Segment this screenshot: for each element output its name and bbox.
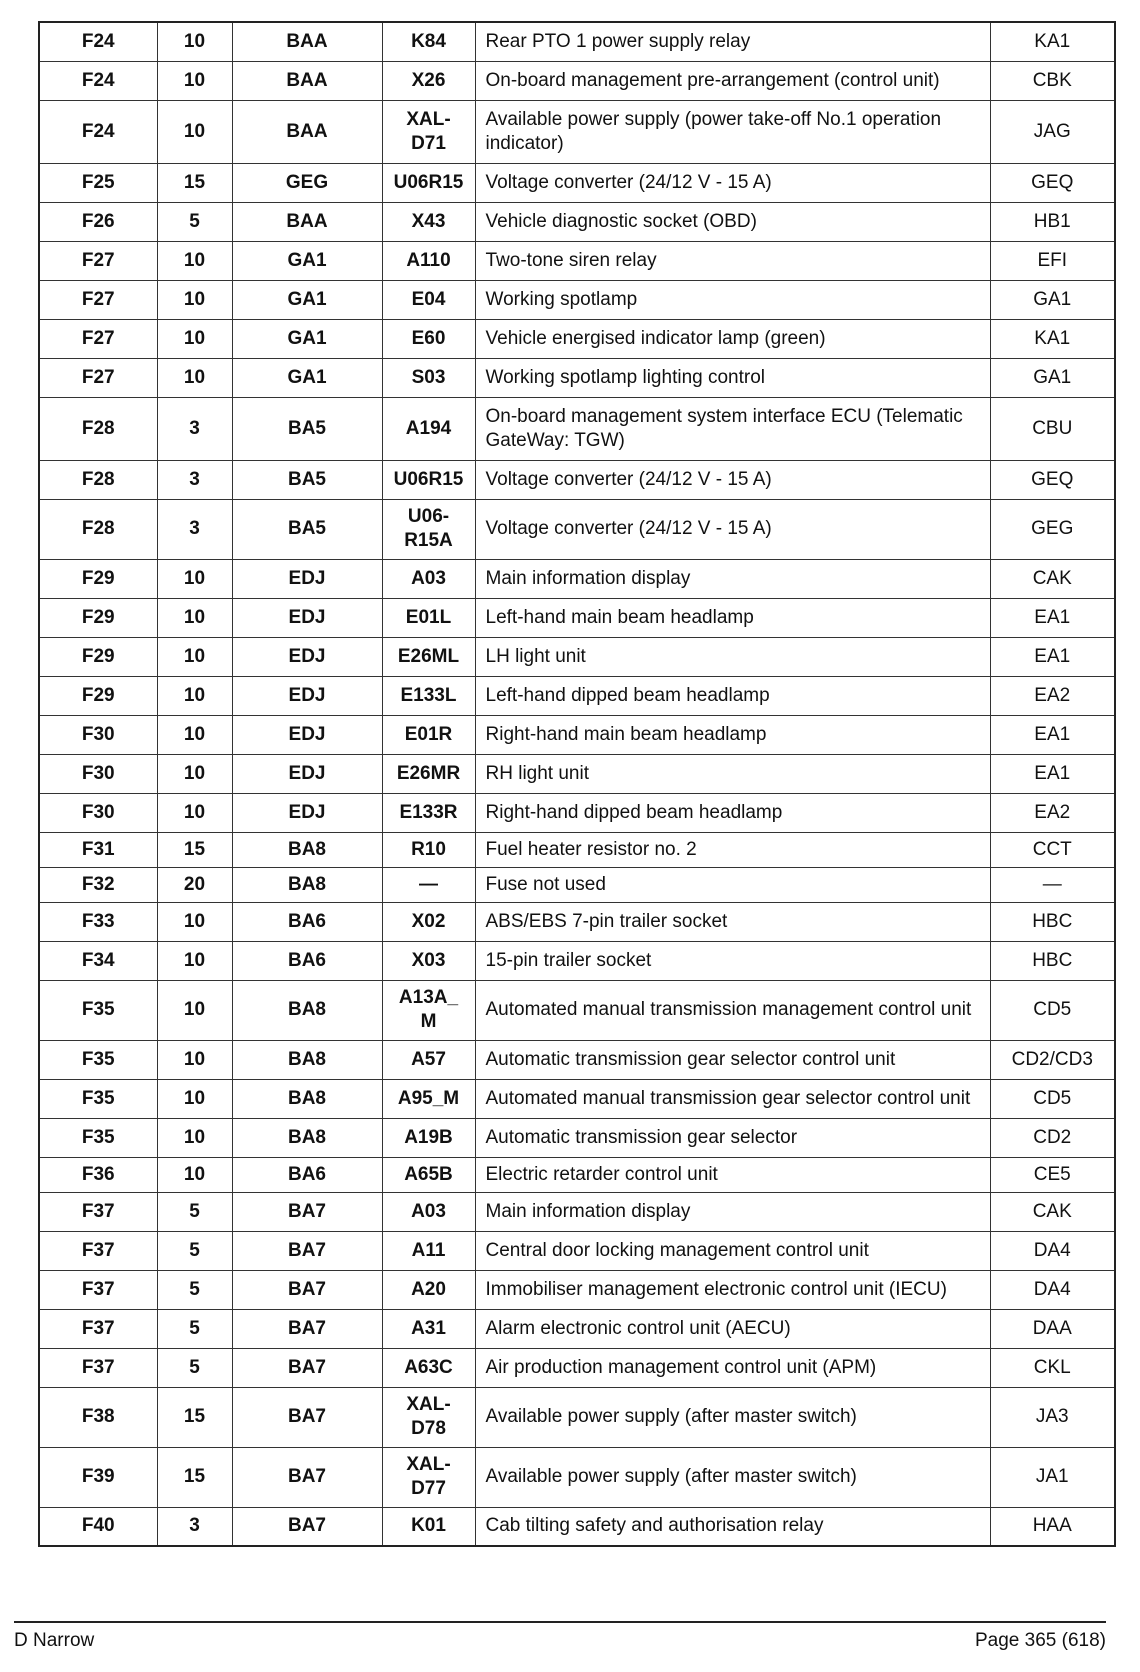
function-code-cell: CBU xyxy=(990,397,1115,460)
description-cell: Available power supply (after master switch) xyxy=(475,1447,990,1507)
function-code-cell: EFI xyxy=(990,241,1115,280)
amperage-cell: 5 xyxy=(157,1192,232,1231)
function-code-cell: HAA xyxy=(990,1507,1115,1546)
table-row xyxy=(39,980,1115,1040)
table-row xyxy=(39,941,1115,980)
description-cell: Immobiliser management electronic control unit (IECU) xyxy=(475,1270,990,1309)
component-ref-cell: X03 xyxy=(382,941,475,980)
amperage-cell: 10 xyxy=(157,902,232,941)
function-code-cell: EA1 xyxy=(990,598,1115,637)
function-code-cell: DAA xyxy=(990,1309,1115,1348)
description-cell: Right-hand main beam headlamp xyxy=(475,715,990,754)
amperage-cell: 5 xyxy=(157,1270,232,1309)
table-row xyxy=(39,397,1115,460)
amperage-cell: 10 xyxy=(157,61,232,100)
table-row xyxy=(39,460,1115,499)
amperage-cell: 15 xyxy=(157,163,232,202)
function-code-cell: EA2 xyxy=(990,676,1115,715)
table-row xyxy=(39,793,1115,832)
amperage-cell: 10 xyxy=(157,1157,232,1192)
fuse-number-cell: F35 xyxy=(39,1079,157,1118)
function-code-cell: CE5 xyxy=(990,1157,1115,1192)
component-ref-cell: A110 xyxy=(382,241,475,280)
table-row xyxy=(39,715,1115,754)
description-cell: Vehicle diagnostic socket (OBD) xyxy=(475,202,990,241)
component-ref-cell: XAL- D77 xyxy=(382,1447,475,1507)
component-ref-cell: U06R15 xyxy=(382,460,475,499)
table-row xyxy=(39,1270,1115,1309)
amperage-cell: 10 xyxy=(157,1079,232,1118)
supply-code-cell: BA7 xyxy=(232,1231,382,1270)
supply-code-cell: BA5 xyxy=(232,397,382,460)
description-cell: ABS/EBS 7-pin trailer socket xyxy=(475,902,990,941)
fuse-number-cell: F35 xyxy=(39,980,157,1040)
description-cell: Cab tilting safety and authorisation relay xyxy=(475,1507,990,1546)
fuse-number-cell: F24 xyxy=(39,22,157,61)
supply-code-cell: BA7 xyxy=(232,1270,382,1309)
description-cell: Working spotlamp xyxy=(475,280,990,319)
amperage-cell: 10 xyxy=(157,715,232,754)
component-ref-cell: A95_M xyxy=(382,1079,475,1118)
supply-code-cell: GA1 xyxy=(232,280,382,319)
fuse-number-cell: F27 xyxy=(39,241,157,280)
component-ref-cell: R10 xyxy=(382,832,475,867)
description-cell: Air production management control unit (APM) xyxy=(475,1348,990,1387)
function-code-cell: JA1 xyxy=(990,1447,1115,1507)
table-row xyxy=(39,202,1115,241)
amperage-cell: 15 xyxy=(157,1447,232,1507)
function-code-cell: HBC xyxy=(990,941,1115,980)
amperage-cell: 10 xyxy=(157,358,232,397)
table-row xyxy=(39,902,1115,941)
component-ref-cell: X02 xyxy=(382,902,475,941)
supply-code-cell: EDJ xyxy=(232,754,382,793)
amperage-cell: 10 xyxy=(157,319,232,358)
description-cell: Rear PTO 1 power supply relay xyxy=(475,22,990,61)
fuse-table-container xyxy=(38,21,1114,1547)
table-row xyxy=(39,598,1115,637)
function-code-cell: DA4 xyxy=(990,1231,1115,1270)
table-row xyxy=(39,22,1115,61)
description-cell: 15-pin trailer socket xyxy=(475,941,990,980)
footer-document-name: D Narrow xyxy=(14,1630,95,1651)
fuse-number-cell: F27 xyxy=(39,280,157,319)
table-row xyxy=(39,1157,1115,1192)
amperage-cell: 10 xyxy=(157,637,232,676)
fuse-number-cell: F37 xyxy=(39,1231,157,1270)
component-ref-cell: U06- R15A xyxy=(382,499,475,559)
component-ref-cell: K84 xyxy=(382,22,475,61)
description-cell: Left-hand dipped beam headlamp xyxy=(475,676,990,715)
fuse-number-cell: F27 xyxy=(39,358,157,397)
function-code-cell: CAK xyxy=(990,559,1115,598)
supply-code-cell: BA8 xyxy=(232,832,382,867)
fuse-number-cell: F30 xyxy=(39,754,157,793)
component-ref-cell: K01 xyxy=(382,1507,475,1546)
table-row xyxy=(39,559,1115,598)
amperage-cell: 10 xyxy=(157,980,232,1040)
description-cell: Alarm electronic control unit (AECU) xyxy=(475,1309,990,1348)
amperage-cell: 10 xyxy=(157,754,232,793)
table-row xyxy=(39,358,1115,397)
fuse-number-cell: F37 xyxy=(39,1309,157,1348)
amperage-cell: 5 xyxy=(157,1348,232,1387)
description-cell: Automated manual transmission gear selector control unit xyxy=(475,1079,990,1118)
supply-code-cell: GA1 xyxy=(232,358,382,397)
fuse-table-body xyxy=(39,22,1115,1546)
amperage-cell: 3 xyxy=(157,397,232,460)
amperage-cell: 10 xyxy=(157,676,232,715)
fuse-number-cell: F24 xyxy=(39,100,157,163)
description-cell: Main information display xyxy=(475,559,990,598)
description-cell: Voltage converter (24/12 V - 15 A) xyxy=(475,460,990,499)
amperage-cell: 5 xyxy=(157,202,232,241)
supply-code-cell: BA6 xyxy=(232,902,382,941)
function-code-cell: KA1 xyxy=(990,22,1115,61)
amperage-cell: 5 xyxy=(157,1231,232,1270)
description-cell: Available power supply (after master switch) xyxy=(475,1387,990,1447)
table-row xyxy=(39,1231,1115,1270)
function-code-cell: CKL xyxy=(990,1348,1115,1387)
table-row xyxy=(39,867,1115,902)
function-code-cell: CD5 xyxy=(990,1079,1115,1118)
amperage-cell: 20 xyxy=(157,867,232,902)
component-ref-cell: S03 xyxy=(382,358,475,397)
function-code-cell: EA1 xyxy=(990,637,1115,676)
amperage-cell: 10 xyxy=(157,1040,232,1079)
function-code-cell: GEQ xyxy=(990,163,1115,202)
supply-code-cell: BA7 xyxy=(232,1507,382,1546)
function-code-cell: DA4 xyxy=(990,1270,1115,1309)
supply-code-cell: BA8 xyxy=(232,1118,382,1157)
component-ref-cell: E01R xyxy=(382,715,475,754)
description-cell: Main information display xyxy=(475,1192,990,1231)
fuse-number-cell: F31 xyxy=(39,832,157,867)
description-cell: Fuse not used xyxy=(475,867,990,902)
fuse-number-cell: F29 xyxy=(39,559,157,598)
supply-code-cell: BA6 xyxy=(232,941,382,980)
fuse-number-cell: F27 xyxy=(39,319,157,358)
function-code-cell: EA1 xyxy=(990,754,1115,793)
component-ref-cell: A03 xyxy=(382,559,475,598)
supply-code-cell: BA7 xyxy=(232,1348,382,1387)
component-ref-cell: A13A_ M xyxy=(382,980,475,1040)
fuse-number-cell: F24 xyxy=(39,61,157,100)
description-cell: On-board management system interface ECU (Telematic GateWay: TGW) xyxy=(475,397,990,460)
function-code-cell: CD2 xyxy=(990,1118,1115,1157)
amperage-cell: 10 xyxy=(157,100,232,163)
description-cell: Central door locking management control unit xyxy=(475,1231,990,1270)
amperage-cell: 15 xyxy=(157,1387,232,1447)
amperage-cell: 3 xyxy=(157,1507,232,1546)
component-ref-cell: A19B xyxy=(382,1118,475,1157)
function-code-cell: CCT xyxy=(990,832,1115,867)
supply-code-cell: BAA xyxy=(232,202,382,241)
component-ref-cell: — xyxy=(382,867,475,902)
fuse-number-cell: F36 xyxy=(39,1157,157,1192)
supply-code-cell: EDJ xyxy=(232,793,382,832)
description-cell: Left-hand main beam headlamp xyxy=(475,598,990,637)
amperage-cell: 3 xyxy=(157,460,232,499)
component-ref-cell: E26ML xyxy=(382,637,475,676)
supply-code-cell: BA6 xyxy=(232,1157,382,1192)
supply-code-cell: BA8 xyxy=(232,867,382,902)
table-row xyxy=(39,1192,1115,1231)
fuse-number-cell: F35 xyxy=(39,1040,157,1079)
function-code-cell: KA1 xyxy=(990,319,1115,358)
fuse-number-cell: F40 xyxy=(39,1507,157,1546)
component-ref-cell: A57 xyxy=(382,1040,475,1079)
fuse-number-cell: F34 xyxy=(39,941,157,980)
footer-page-number: Page 365 (618) xyxy=(975,1630,1106,1651)
fuse-number-cell: F37 xyxy=(39,1192,157,1231)
fuse-number-cell: F28 xyxy=(39,499,157,559)
description-cell: Right-hand dipped beam headlamp xyxy=(475,793,990,832)
component-ref-cell: E26MR xyxy=(382,754,475,793)
supply-code-cell: EDJ xyxy=(232,559,382,598)
fuse-number-cell: F28 xyxy=(39,460,157,499)
fuse-number-cell: F30 xyxy=(39,715,157,754)
description-cell: Two-tone siren relay xyxy=(475,241,990,280)
table-row xyxy=(39,163,1115,202)
table-row xyxy=(39,1387,1115,1447)
function-code-cell: — xyxy=(990,867,1115,902)
description-cell: Working spotlamp lighting control xyxy=(475,358,990,397)
amperage-cell: 10 xyxy=(157,241,232,280)
amperage-cell: 10 xyxy=(157,598,232,637)
component-ref-cell: E04 xyxy=(382,280,475,319)
amperage-cell: 5 xyxy=(157,1309,232,1348)
supply-code-cell: EDJ xyxy=(232,715,382,754)
description-cell: Voltage converter (24/12 V - 15 A) xyxy=(475,499,990,559)
fuse-table xyxy=(38,21,1116,1547)
supply-code-cell: EDJ xyxy=(232,598,382,637)
amperage-cell: 15 xyxy=(157,832,232,867)
supply-code-cell: BAA xyxy=(232,100,382,163)
component-ref-cell: A65B xyxy=(382,1157,475,1192)
supply-code-cell: BA7 xyxy=(232,1309,382,1348)
table-row xyxy=(39,1507,1115,1546)
table-row xyxy=(39,1309,1115,1348)
description-cell: Automatic transmission gear selector xyxy=(475,1118,990,1157)
component-ref-cell: X26 xyxy=(382,61,475,100)
function-code-cell: GEQ xyxy=(990,460,1115,499)
supply-code-cell: GA1 xyxy=(232,319,382,358)
supply-code-cell: BA7 xyxy=(232,1387,382,1447)
table-row xyxy=(39,319,1115,358)
supply-code-cell: GA1 xyxy=(232,241,382,280)
amperage-cell: 10 xyxy=(157,22,232,61)
function-code-cell: HB1 xyxy=(990,202,1115,241)
function-code-cell: HBC xyxy=(990,902,1115,941)
fuse-number-cell: F37 xyxy=(39,1270,157,1309)
table-row xyxy=(39,676,1115,715)
function-code-cell: GA1 xyxy=(990,280,1115,319)
table-row xyxy=(39,1118,1115,1157)
fuse-number-cell: F32 xyxy=(39,867,157,902)
component-ref-cell: A03 xyxy=(382,1192,475,1231)
description-cell: Available power supply (power take-off No.1 operation indicator) xyxy=(475,100,990,163)
supply-code-cell: BA7 xyxy=(232,1192,382,1231)
function-code-cell: GEG xyxy=(990,499,1115,559)
component-ref-cell: A63C xyxy=(382,1348,475,1387)
fuse-number-cell: F39 xyxy=(39,1447,157,1507)
description-cell: RH light unit xyxy=(475,754,990,793)
footer-divider xyxy=(14,1621,1106,1623)
table-row xyxy=(39,499,1115,559)
description-cell: LH light unit xyxy=(475,637,990,676)
component-ref-cell: X43 xyxy=(382,202,475,241)
fuse-number-cell: F33 xyxy=(39,902,157,941)
table-row xyxy=(39,241,1115,280)
table-row xyxy=(39,1348,1115,1387)
function-code-cell: JAG xyxy=(990,100,1115,163)
amperage-cell: 10 xyxy=(157,559,232,598)
function-code-cell: EA2 xyxy=(990,793,1115,832)
table-row xyxy=(39,280,1115,319)
fuse-number-cell: F29 xyxy=(39,676,157,715)
supply-code-cell: BA8 xyxy=(232,1079,382,1118)
function-code-cell: EA1 xyxy=(990,715,1115,754)
component-ref-cell: E133R xyxy=(382,793,475,832)
component-ref-cell: A11 xyxy=(382,1231,475,1270)
supply-code-cell: EDJ xyxy=(232,637,382,676)
fuse-number-cell: F25 xyxy=(39,163,157,202)
supply-code-cell: GEG xyxy=(232,163,382,202)
fuse-number-cell: F29 xyxy=(39,598,157,637)
description-cell: On-board management pre-arrangement (control unit) xyxy=(475,61,990,100)
fuse-number-cell: F26 xyxy=(39,202,157,241)
component-ref-cell: XAL- D71 xyxy=(382,100,475,163)
function-code-cell: CD2/CD3 xyxy=(990,1040,1115,1079)
component-ref-cell: U06R15 xyxy=(382,163,475,202)
fuse-number-cell: F28 xyxy=(39,397,157,460)
component-ref-cell: XAL- D78 xyxy=(382,1387,475,1447)
amperage-cell: 10 xyxy=(157,941,232,980)
fuse-number-cell: F37 xyxy=(39,1348,157,1387)
supply-code-cell: BA7 xyxy=(232,1447,382,1507)
function-code-cell: JA3 xyxy=(990,1387,1115,1447)
function-code-cell: CAK xyxy=(990,1192,1115,1231)
table-row xyxy=(39,1447,1115,1507)
amperage-cell: 3 xyxy=(157,499,232,559)
function-code-cell: GA1 xyxy=(990,358,1115,397)
description-cell: Automatic transmission gear selector control unit xyxy=(475,1040,990,1079)
component-ref-cell: A194 xyxy=(382,397,475,460)
amperage-cell: 10 xyxy=(157,793,232,832)
table-row xyxy=(39,100,1115,163)
function-code-cell: CBK xyxy=(990,61,1115,100)
component-ref-cell: E01L xyxy=(382,598,475,637)
supply-code-cell: BA8 xyxy=(232,980,382,1040)
table-row xyxy=(39,1079,1115,1118)
function-code-cell: CD5 xyxy=(990,980,1115,1040)
fuse-number-cell: F35 xyxy=(39,1118,157,1157)
component-ref-cell: E133L xyxy=(382,676,475,715)
amperage-cell: 10 xyxy=(157,1118,232,1157)
description-cell: Electric retarder control unit xyxy=(475,1157,990,1192)
table-row xyxy=(39,637,1115,676)
amperage-cell: 10 xyxy=(157,280,232,319)
supply-code-cell: BAA xyxy=(232,61,382,100)
supply-code-cell: BA5 xyxy=(232,499,382,559)
table-row xyxy=(39,61,1115,100)
component-ref-cell: A20 xyxy=(382,1270,475,1309)
supply-code-cell: BAA xyxy=(232,22,382,61)
supply-code-cell: BA5 xyxy=(232,460,382,499)
supply-code-cell: EDJ xyxy=(232,676,382,715)
table-row xyxy=(39,754,1115,793)
fuse-number-cell: F30 xyxy=(39,793,157,832)
table-row xyxy=(39,1040,1115,1079)
component-ref-cell: E60 xyxy=(382,319,475,358)
table-row xyxy=(39,832,1115,867)
supply-code-cell: BA8 xyxy=(232,1040,382,1079)
fuse-number-cell: F38 xyxy=(39,1387,157,1447)
description-cell: Fuel heater resistor no. 2 xyxy=(475,832,990,867)
component-ref-cell: A31 xyxy=(382,1309,475,1348)
fuse-number-cell: F29 xyxy=(39,637,157,676)
description-cell: Vehicle energised indicator lamp (green) xyxy=(475,319,990,358)
description-cell: Automated manual transmission management control unit xyxy=(475,980,990,1040)
description-cell: Voltage converter (24/12 V - 15 A) xyxy=(475,163,990,202)
